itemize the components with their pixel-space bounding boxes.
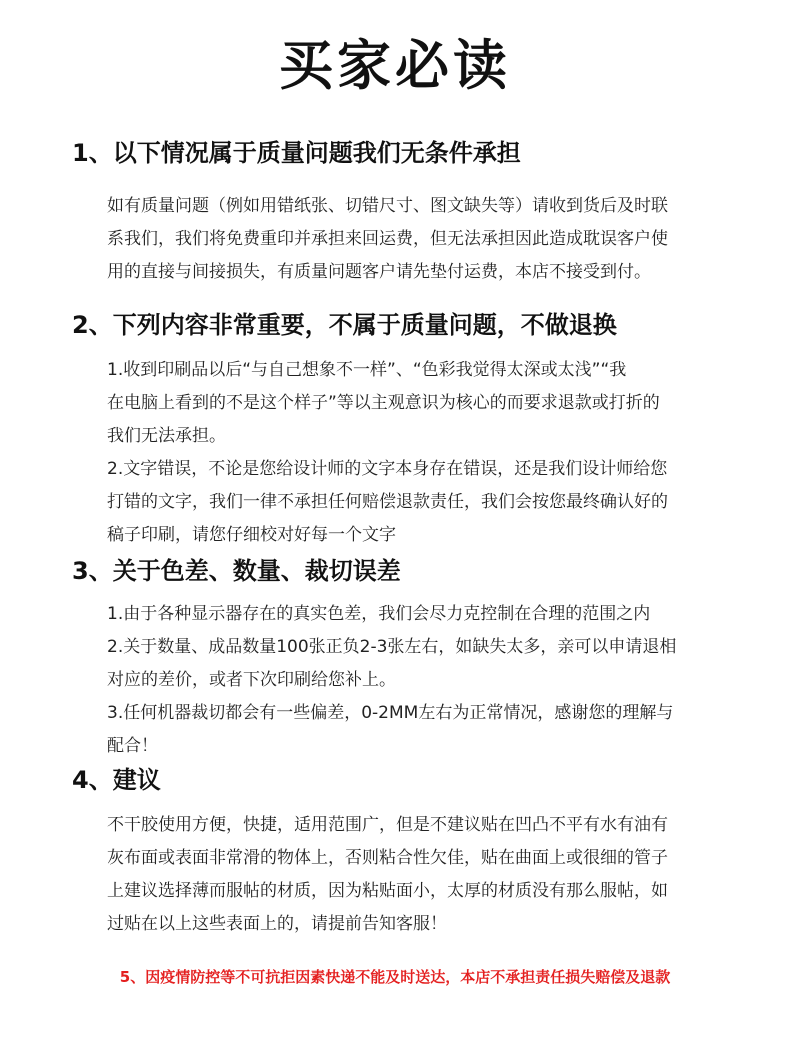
section-4-body [107,809,707,941]
section-1-body [107,190,707,289]
section-2-body [107,354,707,552]
section-2-line: 2.文字错误，不论是您给设计师的文字本身存在错误，还是我们设计师给您 [107,459,668,479]
section-3-line: 3.任何机器裁切都会有一些偏差，0-2MM左右为正常情况，感谢您的理解与 [107,703,674,723]
section-4-heading: 4、建议 [72,766,161,794]
section-2-heading: 2、下列内容非常重要，不属于质量问题，不做退换 [72,311,617,339]
section-2-line: 打错的文字，我们一律不承担任何赔偿退款责任，我们会按您最终确认好的 [107,492,668,512]
section-2-line: 我们无法承担。 [107,426,226,446]
section-4-line: 上建议选择薄而服帖的材质，因为粘贴面小，太厚的材质没有那么服帖，如 [107,881,668,901]
section-4-line: 不干胶使用方便，快捷，适用范围广，但是不建议贴在凹凸不平有水有油有 [107,815,668,835]
section-2-line: 在电脑上看到的不是这个样子”等以主观意识为核心的而要求退款或打折的 [107,393,660,413]
section-3-line: 配合！ [107,736,158,756]
page-title: 买家必读 [279,34,511,97]
section-3-line: 1.由于各种显示器存在的真实色差，我们会尽力克控制在合理的范围之内 [107,604,651,624]
section-3-heading: 3、关于色差、数量、裁切误差 [72,557,401,585]
section-1-line: 系我们，我们将免费重印并承担来回运费，但无法承担因此造成耽误客户使 [107,229,668,249]
section-1-heading: 1、以下情况属于质量问题我们无条件承担 [72,139,521,167]
section-3-line: 2.关于数量、成品数量100张正负2-3张左右，如缺失太多，亲可以申请退相 [107,637,677,657]
section-4-line: 灰布面或表面非常滑的物体上，否则粘合性欠佳，贴在曲面上或很细的管子 [107,848,668,868]
section-2-line: 1.收到印刷品以后“与自己想象不一样”、“色彩我觉得太深或太浅”“我 [107,360,627,380]
section-1-line: 如有质量问题（例如用错纸张、切错尺寸、图文缺失等）请收到货后及时联 [107,196,668,216]
section-4-line: 过贴在以上这些表面上的，请提前告知客服！ [107,914,447,934]
section-3-body [107,598,707,763]
section-2-line: 稿子印刷，请您仔细校对好每一个文字 [107,525,396,545]
notice-text: 5、因疫情防控等不可抗拒因素快递不能及时送达，本店不承担责任损失赔偿及退款 [119,968,671,986]
section-1-line: 用的直接与间接损失，有质量问题客户请先垫付运费，本店不接受到付。 [107,262,651,282]
section-3-line: 对应的差价，或者下次印刷给您补上。 [107,670,396,690]
